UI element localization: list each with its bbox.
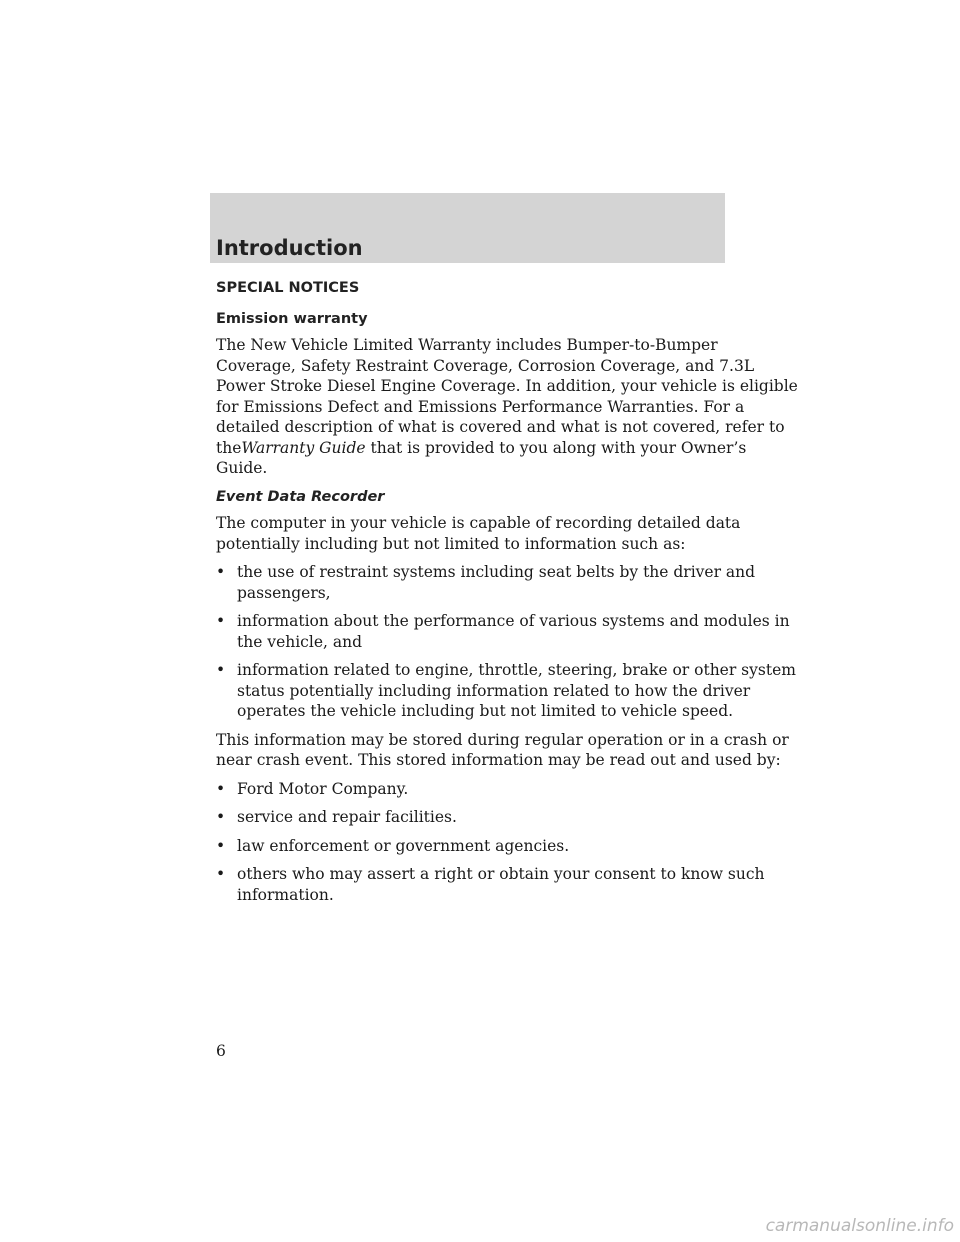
list-item-line: Ford Motor Company. (237, 779, 409, 798)
list-item (216, 779, 736, 800)
list-item (216, 562, 756, 603)
bullet-icon: • (216, 563, 226, 581)
edr-storage-paragraph (216, 730, 789, 771)
page-content (216, 278, 798, 913)
list-item-line: passengers, (237, 583, 331, 602)
recorded-info-list (216, 562, 796, 722)
emission-warranty-heading: Emission warranty (216, 310, 368, 327)
list-item-line: law enforcement or government agencies. (237, 836, 570, 855)
list-item-line: the use of restraint systems including seat belts by the driver and (237, 563, 756, 581)
bullet-icon: • (216, 661, 226, 679)
paragraph-line: The computer in your vehicle is capable of recording detailed data (216, 514, 741, 532)
list-item-line: information. (237, 885, 334, 904)
text-run: that is provided to you along with your Owner’s (370, 438, 747, 457)
edr-intro-paragraph (216, 513, 741, 554)
watermark: carmanualsonline.info (765, 1216, 954, 1236)
paragraph-line: potentially including but not limited to information such as: (216, 534, 686, 553)
paragraph-line: This information may be stored during regular operation or in a crash or (216, 730, 789, 749)
list-item-line: service and repair facilities. (237, 808, 457, 826)
list-item (216, 807, 736, 828)
bullet-icon: • (216, 779, 226, 798)
list-item-line: status potentially including information related to how the driver (237, 681, 751, 700)
list-item (216, 611, 790, 652)
paragraph-line: Coverage, Safety Restraint Coverage, Corrosion Coverage, and 7.3L (216, 356, 755, 375)
bullet-icon: • (216, 808, 226, 826)
list-item-line: operates the vehicle including but not limited to vehicle speed. (237, 702, 734, 720)
list-item (216, 836, 736, 857)
bullet-icon: • (216, 836, 226, 855)
bullet-icon: • (216, 865, 226, 883)
section-header-title: Introduction (216, 236, 363, 260)
paragraph-line (216, 438, 747, 459)
paragraph-line: Power Stroke Diesel Engine Coverage. In addition, your vehicle is eligible (216, 377, 798, 395)
list-item-line: information about the performance of various systems and modules in (237, 612, 790, 630)
page-number: 6 (216, 1042, 226, 1060)
text-run: the (216, 438, 242, 457)
special-notices-heading: SPECIAL NOTICES (216, 280, 360, 296)
warranty-guide-reference: Warranty Guide (241, 438, 366, 457)
list-item (216, 864, 765, 905)
paragraph-line: for Emissions Defect and Emissions Performance Warranties. For a (216, 397, 745, 416)
data-users-list (216, 779, 765, 906)
list-item (216, 660, 796, 722)
paragraph-line: near crash event. This stored information may be read out and used by: (216, 751, 781, 769)
paragraph-line: Guide. (216, 459, 268, 477)
paragraph-line: detailed description of what is covered and what is not covered, refer to (216, 418, 785, 436)
list-item-line: information related to engine, throttle, steering, brake or other system (237, 661, 796, 679)
list-item-line: the vehicle, and (237, 632, 362, 651)
list-item-line: others who may assert a right or obtain your consent to know such (237, 865, 765, 883)
paragraph-line: The New Vehicle Limited Warranty includes Bumper-to-Bumper (216, 336, 718, 354)
bullet-icon: • (216, 612, 226, 630)
emission-warranty-paragraph (216, 335, 798, 479)
event-data-recorder-heading: Event Data Recorder (216, 488, 385, 505)
